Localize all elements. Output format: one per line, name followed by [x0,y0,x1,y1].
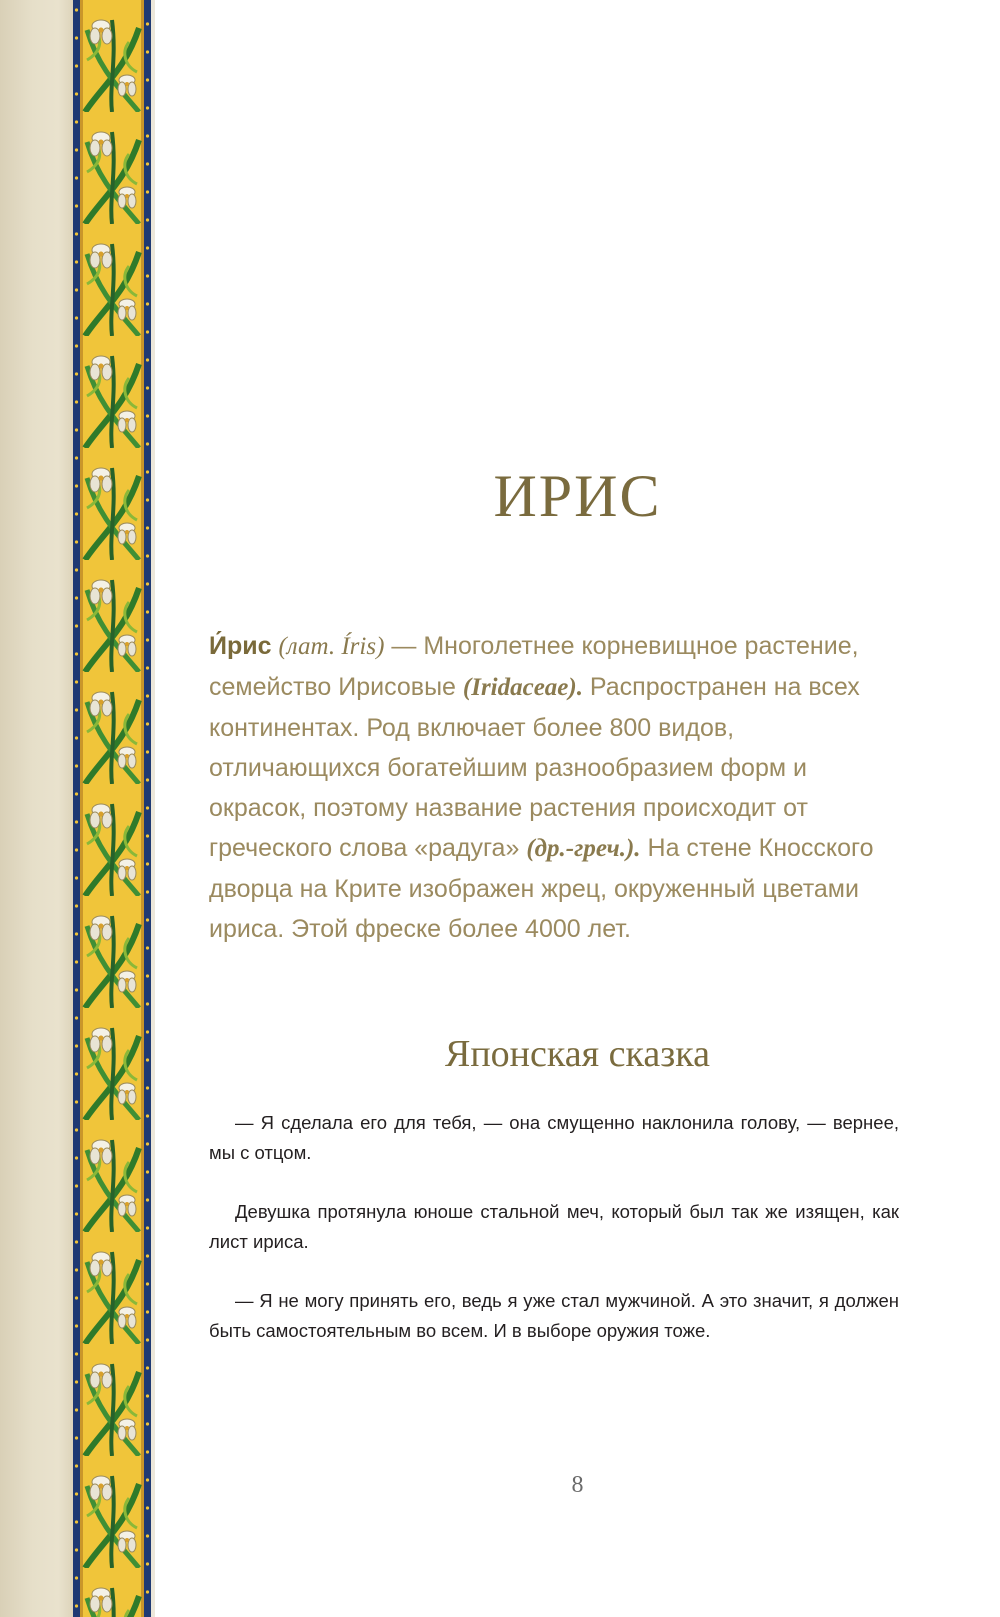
paper-edge [0,0,73,1617]
term: И́рис [209,632,272,660]
story-paragraph-1: — Я сделала его для тебя, — она смущенно наклонила голову, — вернее, мы с отцом. [209,1112,899,1163]
page-title: ИРИС [493,463,662,529]
page-gutter [151,0,155,1617]
story-paragraph-2: Девушка протянула юноше стальной меч, который был так же изящен, как лист ириса. [209,1201,899,1252]
family-latin: (Iridaceae). [462,674,583,701]
definition-text-3: На стене Кносского дворца на Крите изображен жрец, окруженный цветами ириса. Этой фреске более 4000 лет. [209,834,874,943]
page-number: 8 [571,1472,584,1498]
greek-note: (др.-греч.). [526,835,641,862]
definition-paragraph [209,626,899,949]
iris-flower-ornament-icon [73,0,151,1617]
iris-ornament-border [73,0,151,1617]
section-subtitle: Японская сказка [445,1033,710,1075]
definition-text-2: Распространен на всех континентах. Род включает более 800 видов, отличающихся богатейшим разнообразием форм и окрасок, поэтому название растения происходит от греческого слова «радуга» [209,673,860,862]
story-paragraph-3: — Я не могу принять его, ведь я уже стал мужчиной. А это значит, я должен быть самостоятельным во всем. И в выборе оружия тоже. [209,1290,899,1341]
latin-note: (лат. Íris) [278,633,385,660]
definition-text-1: — Многолетнее корневищное растение, семейство Ирисовые [209,632,859,701]
